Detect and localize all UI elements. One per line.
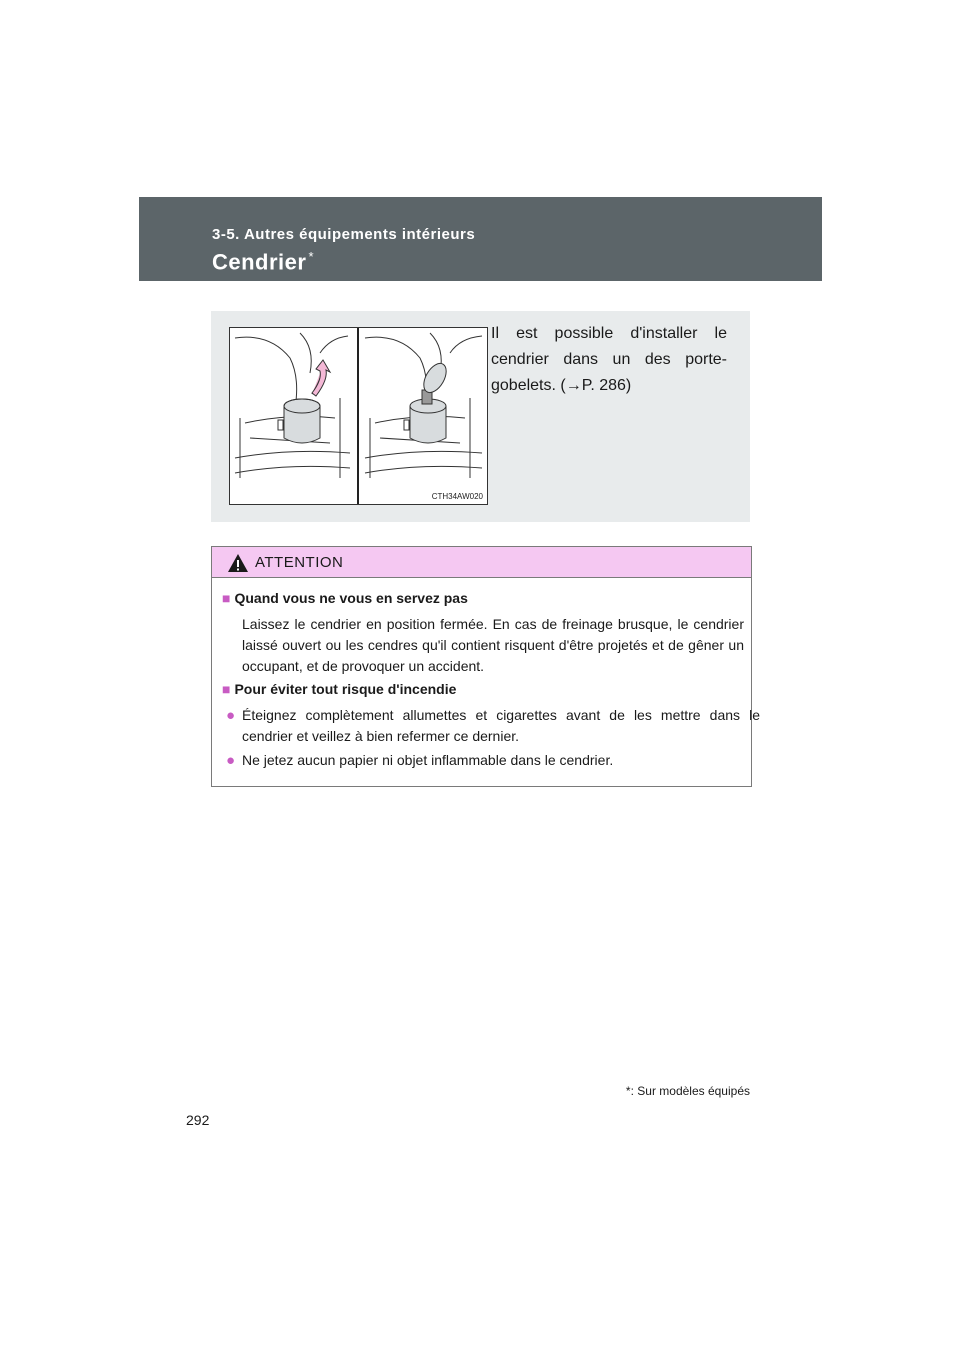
title-marker: * [308, 249, 315, 264]
page-number: 292 [186, 1112, 210, 1128]
section-heading [222, 590, 468, 606]
attention-box [211, 546, 760, 787]
list-item-text: Éteignez complètement allumettes et cigarettes avant de les mettre dans le cendrier et veillez à bien refermer ce dernier. [242, 707, 760, 744]
figure-panel [211, 311, 750, 522]
list-item [226, 750, 760, 771]
section-paragraph: Laissez le cendrier en position fermée. En cas de freinage brusque, le cendrier laissé ouvert ou les cendres qu'il contient risquent d'être projetés et de gêner un occupant, et de provoquer un accident. [242, 616, 744, 674]
header-band [139, 197, 822, 281]
ashtray-drawing [230, 328, 487, 504]
figure-code: CTH34AW020 [431, 492, 483, 501]
square-bullet-icon: ■ [222, 681, 231, 697]
list-item-text: Ne jetez aucun papier ni objet inflammable dans le cendrier. [242, 752, 614, 768]
square-bullet-icon: ■ [222, 590, 231, 606]
footnote: *: Sur modèles équipés [625, 1084, 750, 1098]
intro-text: Il est possible d'installer le cendrier dans un des porte-gobelets. (→P. 286) [491, 325, 727, 394]
warning-triangle-icon [227, 553, 249, 573]
round-bullet-icon: ● [226, 707, 236, 724]
page-title-text: Cendrier [212, 249, 307, 275]
attention-title: ATTENTION [255, 554, 344, 571]
section-heading-text: Quand vous ne vous en servez pas [234, 590, 468, 606]
section-heading-text: Pour éviter tout risque d'incendie [234, 681, 457, 697]
round-bullet-icon: ● [226, 752, 236, 769]
ashtray-illustration [229, 327, 488, 505]
section-heading [222, 681, 456, 697]
section-label: 3-5. Autres équipements intérieurs [212, 226, 476, 243]
list-item [226, 705, 760, 747]
page-title [212, 249, 314, 275]
attention-header [212, 547, 751, 578]
